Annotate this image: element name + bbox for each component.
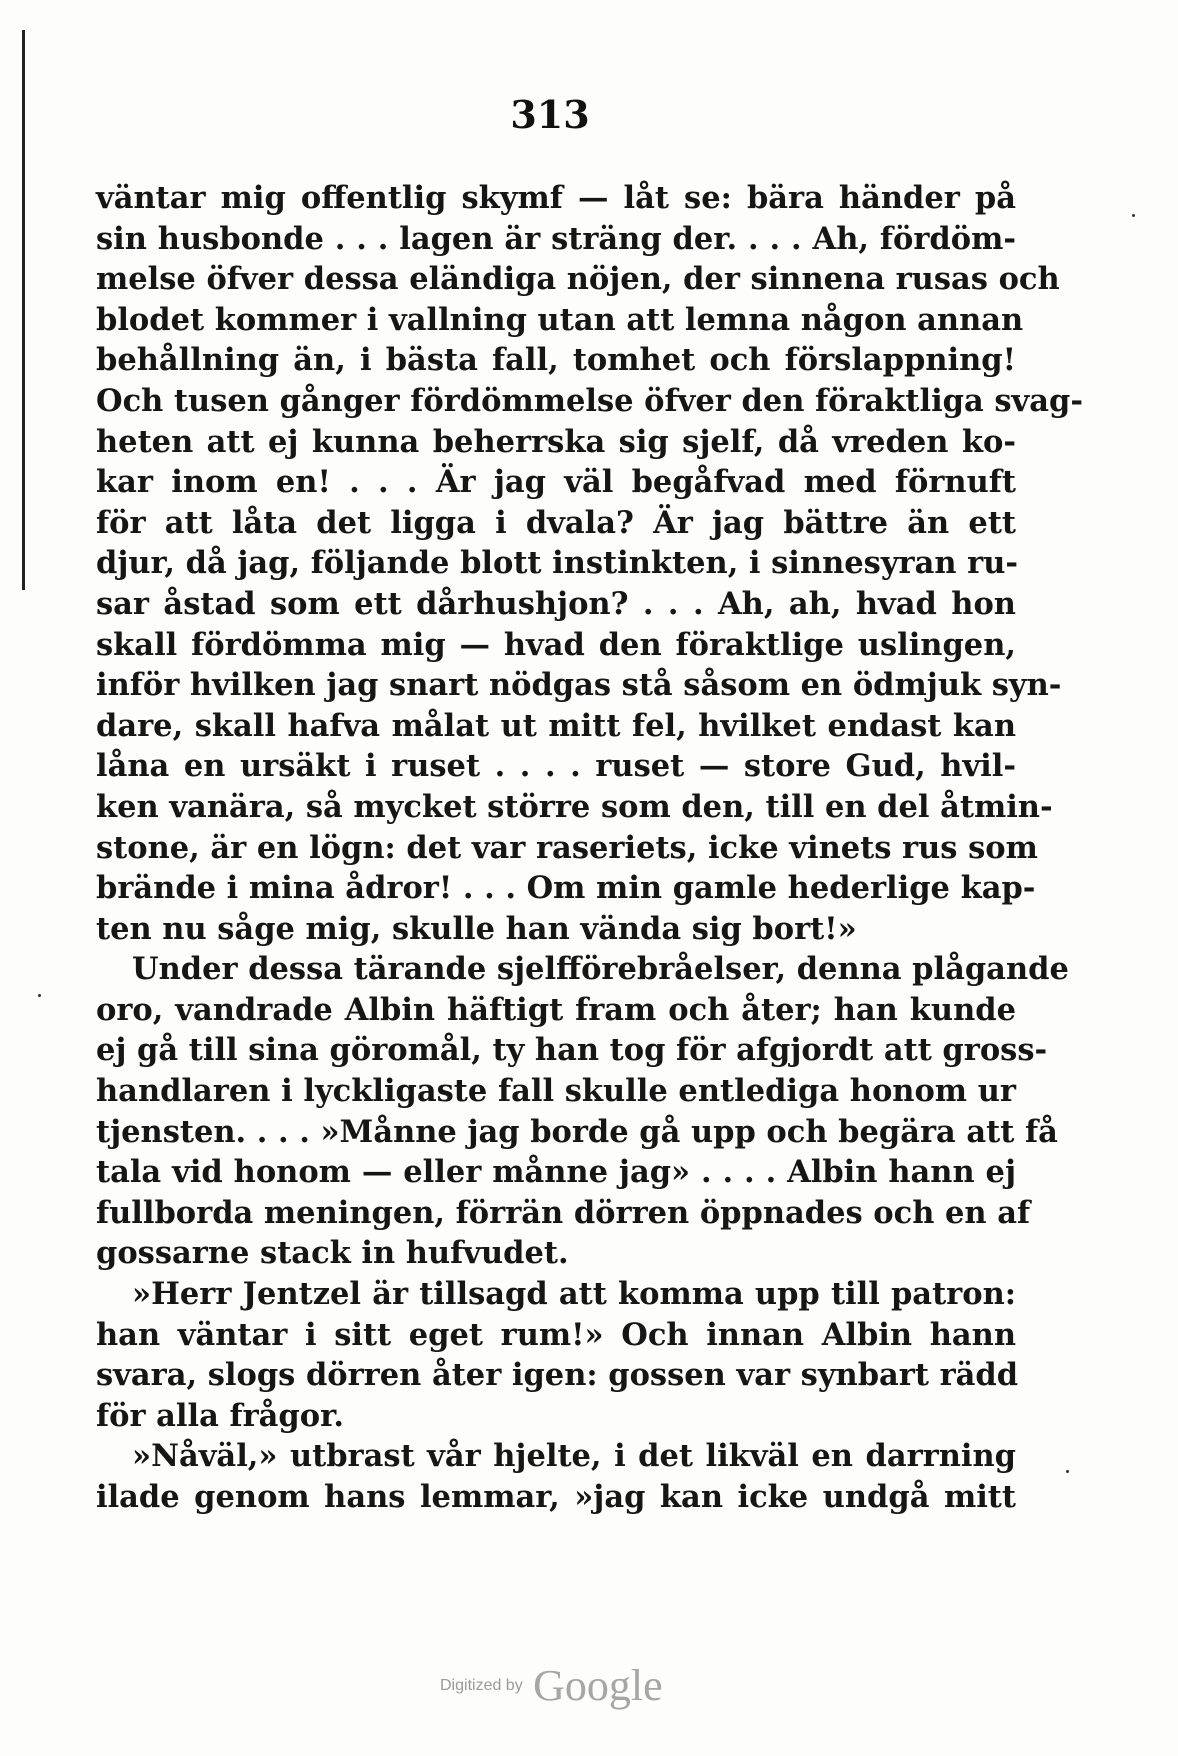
scan-speck [1132, 214, 1135, 217]
text-line: ten nu såge mig, skulle han vända sig bort!» [96, 910, 857, 947]
text-line: han väntar i sitt eget rum!» Och innan Albin hann [96, 1316, 1016, 1353]
text-line: väntar mig offentlig skymf — låt se: bära händer på [96, 180, 1016, 216]
digitized-label: Digitized by [440, 1676, 523, 1694]
text-line: ej gå till sina göromål, ty han tog för afgjordt att gross- [96, 1032, 1048, 1069]
text-line: sin husbonde . . . lagen är sträng der. . . . Ah, fördöm- [96, 220, 1016, 257]
text-line: dare, skall hafva målat ut mitt fel, hvilket endast kan [96, 707, 1016, 744]
text-line: för att låta det ligga i dvala? Är jag bättre än ett [96, 504, 1016, 541]
text-line: Under dessa tärande sjelfförebråelser, denna plågande [132, 951, 1069, 988]
text-line: kar inom en! . . . Är jag väl begåfvad med förnuft [96, 464, 1016, 501]
text-line: djur, då jag, följande blott instinkten, i sinnesyran ru- [96, 545, 1019, 582]
text-line: ken vanära, så mycket större som den, till en del åtmin- [96, 788, 1053, 825]
text-line: brände i mina ådror! . . . Om min gamle hederlige kap- [96, 870, 1036, 907]
text-line: stone, är en lögn: det var raseriets, icke vinets rus som [96, 829, 1038, 866]
digitized-watermark [440, 1660, 663, 1711]
text-line: svara, slogs dörren åter igen: gossen var synbart rädd [96, 1357, 1019, 1394]
text-line: låna en ursäkt i ruset . . . . ruset — store Gud, hvil- [96, 748, 1016, 785]
text-line: fullborda meningen, förrän dörren öppnades och en af [96, 1194, 1031, 1231]
text-line: »Nåväl,» utbrast vår hjelte, i det likväl en darrning [132, 1438, 1016, 1475]
text-line: heten att ej kunna beherrska sig sjelf, då vreden ko- [96, 423, 1016, 460]
text-line: oro, vandrade Albin häftigt fram och åter; han kunde [96, 991, 1016, 1028]
text-line: behållning än, i bästa fall, tomhet och förslappning! [96, 342, 1016, 379]
text-line: Och tusen gånger fördömmelse öfver den föraktliga svag- [96, 382, 1084, 419]
google-logo: Google [533, 1661, 663, 1710]
text-line: inför hvilken jag snart nödgas stå såsom en ödmjuk syn- [96, 667, 1062, 704]
text-line: »Herr Jentzel är tillsagd att komma upp till patron: [132, 1276, 1016, 1313]
text-line: melse öfver dessa eländiga nöjen, der sinnena rusas och [96, 261, 1060, 298]
scan-speck [38, 994, 41, 997]
text-line: blodet kommer i vallning utan att lemna någon annan [96, 301, 1024, 338]
scan-speck [1066, 1470, 1069, 1473]
text-line: sar åstad som ett dårhushjon? . . . Ah, ah, hvad hon [96, 585, 1016, 622]
body-text [96, 178, 1084, 1518]
text-line: skall fördömma mig — hvad den föraktlige uslingen, [96, 626, 1016, 663]
text-line: för alla frågor. [96, 1397, 344, 1434]
text-line: gossarne stack in hufvudet. [96, 1235, 569, 1272]
text-line: tala vid honom — eller månne jag» . . . . Albin hann ej [96, 1154, 1016, 1191]
text-line: handlaren i lyckligaste fall skulle entlediga honom ur [96, 1073, 1016, 1110]
page-number: 313 [510, 92, 590, 137]
text-line: ilade genom hans lemmar, »jag kan icke undgå mitt [96, 1479, 1016, 1515]
text-line: tjensten. . . . »Månne jag borde gå upp och begära att få [96, 1113, 1058, 1150]
